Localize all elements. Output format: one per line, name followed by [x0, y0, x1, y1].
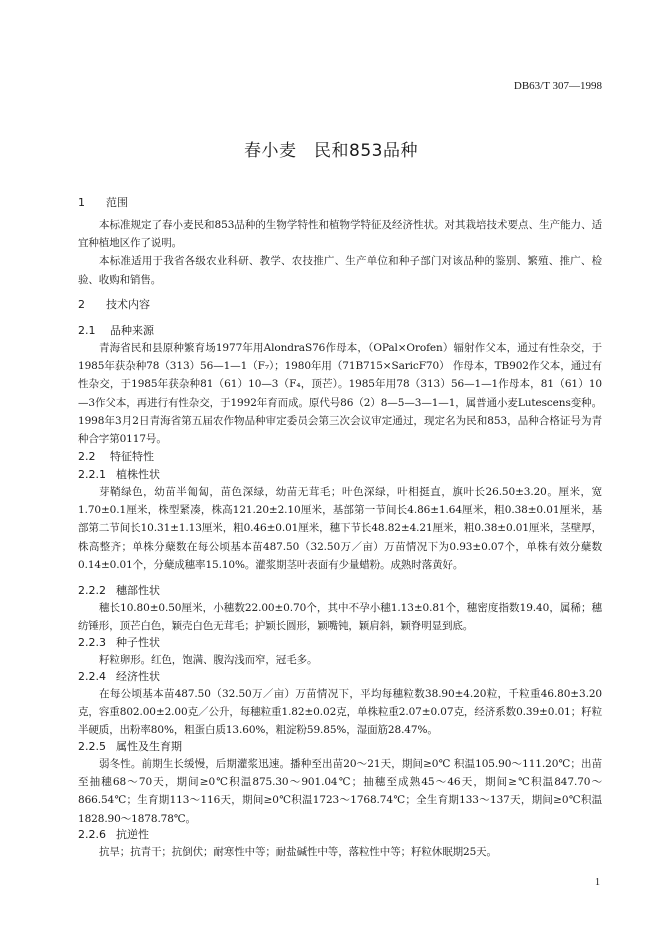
- subsection-heading: 2.1 品种来源: [78, 324, 154, 337]
- section-scope: [78, 194, 602, 211]
- subsection-stress-resistance: [78, 826, 602, 861]
- subsection-heading: 2.2.2 穗部性状: [78, 584, 160, 597]
- section-technical-content: [78, 296, 602, 313]
- subsection-heading: 2.2.6 抗逆性: [78, 828, 149, 841]
- paragraph: 弱冬性。前期生长缓慢，后期灌浆迅速。播种至出苗20～21天，期间≥0℃ 积温105.90～111.20℃；出苗至抽穗68～70天，期间≥0℃积温875.30～901.04℃；抽穗至成熟45～46天，期间≥℃积温847.70～866.54℃；生育期113～116天，期间≥0℃积温1723～1768.74℃；全生育期133～137天，期间≥0℃积温1828.90～1878.78℃。: [78, 758, 602, 825]
- paragraph: 芽鞘绿色，幼苗半匍匐，苗色深绿，幼苗无茸毛；叶色深绿，叶相挺直，旗叶长26.50±3.20。厘米，宽1.70±0.1厘米，株型紧凑，株高121.20±2.10厘米，基部第一节间长4.86±1.64厘米，粗0.38±0.01厘米，基部第二节间长10.31±1.13厘米，粗0.46±0.01厘米，穗下节长48.82±4.21厘米，粗0.38±0.01厘米，茎壁厚，株高整齐；单株分蘖数在每公顷基本苗487.50（32.50万／亩）万苗情况下为0.93±0.07个，单株有效分蘖数0.14±0.01个，分蘖成穗率15.10%。灌浆期茎叶表面有少量蜡粉。成熟时落黄好。: [78, 486, 602, 571]
- subsection-spike-traits: [78, 582, 602, 635]
- subsection-heading: 2.2 特征特性: [78, 450, 154, 463]
- section-heading: 2 技术内容: [78, 298, 150, 311]
- paragraph: 在每公顷基本苗487.50（32.50万／亩）万苗情况下，平均每穗粒数38.90±4.20粒，千粒重46.80±3.20克，容重802.00±2.00克／公升，每穗粒重1.82±0.02克，单株粒重2.07±0.07克，经济系数0.39±0.01；籽粒半硬质，出粉率80%，粗蛋白质13.60%，粗淀粉59.85%，湿面筋28.47%。: [78, 688, 602, 737]
- standard-code: DB63/T 307—1998: [513, 80, 602, 92]
- document-title: 春小麦 民和853品种: [244, 141, 418, 161]
- page-number: 1: [595, 877, 600, 888]
- section-heading: 1 范围: [78, 196, 128, 209]
- subsection-heading: 2.2.1 植株性状: [78, 468, 160, 481]
- subsection-economic-traits: [78, 668, 602, 740]
- paragraph: 穗长10.80±0.50厘米，小穗数22.00±0.70个，其中不孕小穗1.13±0.81个，穗密度指数19.40，属稀；穗纺锤形，顶芒白色，颖壳白色无茸毛；护颖长圆形，颖嘴钝，颖肩斜，颖脊明显到底。: [78, 602, 602, 633]
- paragraph: 本标准适用于我省各级农业科研、教学、农技推广、生产单位和种子部门对该品种的鉴别、繁殖、推广、检验、收购和销售。: [78, 255, 602, 286]
- paragraph: 本标准规定了春小麦民和853品种的生物学特性和植物学特征及经济性状。对其栽培技术要点、生产能力、适宜种植地区作了说明。: [78, 219, 602, 250]
- subsection-seed-traits: [78, 634, 602, 669]
- subsection-heading: 2.2.3 种子性状: [78, 636, 160, 649]
- paragraph: 籽粒卵形。红色，饱满、腹沟浅而窄，冠毛多。: [99, 654, 318, 666]
- paragraph: 青海省民和县原种繁育场1977年用AlondraS76作母本，（OPal×Orofen）辐射作父本，通过有性杂交，于1985年获杂种78（313）56—1—1（F₇）；1980年用（71B715×SaricF70） 作母本，TB902作父本，通过有性杂交，于1985年获杂种81（61）10—3（F₄，顶芒）。1985年用78（313）56—1—1作母本，81（61）10—3作父本，再进行有性杂交，于1992年育而成。原代号86（2）8—5—3—1—1，属普通小麦Lutescens变种。1998年3月2日青海省第五届农作物品种审定委员会第三次会议审定通过，现定名为民和853，品种合格证号为青种合字第0117号。: [78, 342, 602, 446]
- subsection-characteristics: [78, 448, 602, 465]
- section-scope-body: [78, 216, 602, 289]
- subsection-plant-traits: [78, 466, 602, 574]
- subsection-heading: 2.2.4 经济性状: [78, 670, 160, 683]
- subsection-growth-period: [78, 738, 602, 828]
- subsection-origin: [78, 322, 602, 448]
- paragraph: 抗旱；抗青干；抗倒伏；耐寒性中等；耐盐碱性中等，落粒性中等；籽粒休眠期25天。: [99, 846, 497, 858]
- subsection-heading: 2.2.5 属性及生育期: [78, 740, 182, 753]
